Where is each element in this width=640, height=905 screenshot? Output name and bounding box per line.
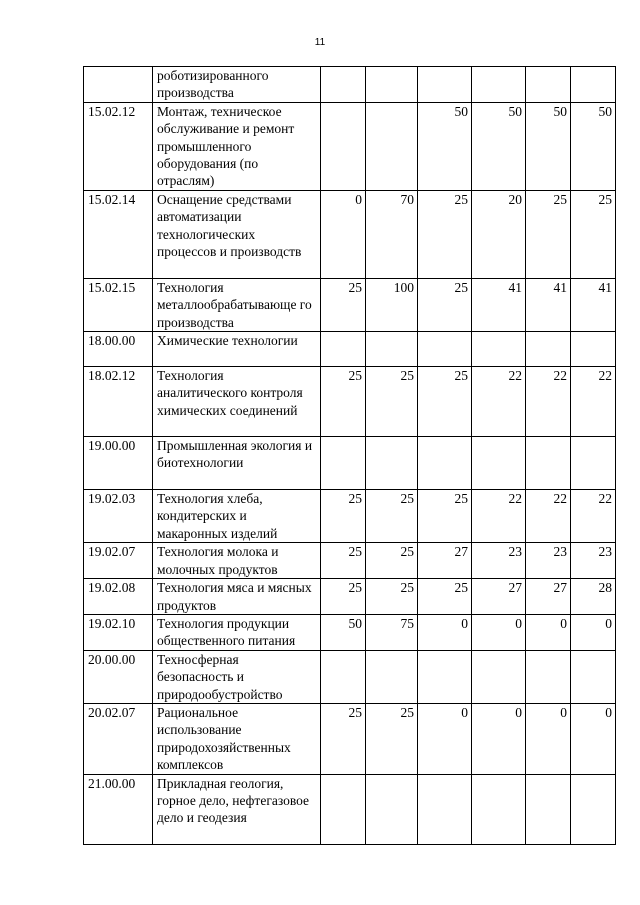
specialty-code: 19.02.08: [84, 579, 153, 615]
value-cell: 0: [526, 703, 571, 774]
table-row: [84, 543, 616, 579]
specialty-code: 18.02.12: [84, 367, 153, 437]
specialty-name: роботизированного производства: [153, 67, 321, 103]
specialty-name: Монтаж, техническое обслуживание и ремонт промышленного оборудования (по отраслям): [153, 102, 321, 190]
value-cell: 25: [571, 190, 616, 278]
table-row: [84, 190, 616, 278]
value-cell: 27: [418, 543, 472, 579]
value-cell: 41: [472, 278, 526, 331]
table-row: [84, 614, 616, 650]
table-row: [84, 774, 616, 844]
specialty-name: Рациональное использование природохозяйственных комплексов: [153, 703, 321, 774]
value-cell: [418, 332, 472, 367]
value-cell: [366, 332, 418, 367]
value-cell: [571, 437, 616, 490]
value-cell: 23: [472, 543, 526, 579]
value-cell: [472, 774, 526, 844]
value-cell: 0: [418, 703, 472, 774]
specialty-code: 20.02.07: [84, 703, 153, 774]
specialty-name: Прикладная геология, горное дело, нефтегазовое дело и геодезия: [153, 774, 321, 844]
specialty-code: 15.02.14: [84, 190, 153, 278]
value-cell: 22: [571, 367, 616, 437]
table-row: [84, 278, 616, 331]
specialty-code: 18.00.00: [84, 332, 153, 367]
value-cell: 22: [472, 490, 526, 543]
value-cell: 100: [366, 278, 418, 331]
specialty-code: 19.02.07: [84, 543, 153, 579]
value-cell: [366, 102, 418, 190]
value-cell: [366, 67, 418, 103]
specialty-name: Технология мяса и мясных продуктов: [153, 579, 321, 615]
specialty-code: 15.02.15: [84, 278, 153, 331]
specialty-name: Промышленная экология и биотехнологии: [153, 437, 321, 490]
value-cell: [526, 332, 571, 367]
table-row: [84, 703, 616, 774]
value-cell: [526, 774, 571, 844]
value-cell: 25: [418, 278, 472, 331]
value-cell: [418, 774, 472, 844]
specialty-name: Химические технологии: [153, 332, 321, 367]
specialty-code: [84, 67, 153, 103]
value-cell: [418, 67, 472, 103]
value-cell: 50: [321, 614, 366, 650]
value-cell: [526, 650, 571, 703]
table-body: [84, 67, 616, 845]
value-cell: 25: [366, 543, 418, 579]
specialty-name: Технология продукции общественного питания: [153, 614, 321, 650]
value-cell: 27: [526, 579, 571, 615]
value-cell: 25: [366, 703, 418, 774]
value-cell: 0: [526, 614, 571, 650]
value-cell: [366, 774, 418, 844]
value-cell: 0: [571, 703, 616, 774]
value-cell: [321, 102, 366, 190]
value-cell: 28: [571, 579, 616, 615]
value-cell: 75: [366, 614, 418, 650]
value-cell: 25: [321, 579, 366, 615]
value-cell: [472, 650, 526, 703]
value-cell: [418, 650, 472, 703]
value-cell: 25: [366, 579, 418, 615]
value-cell: 25: [526, 190, 571, 278]
specialty-code: 21.00.00: [84, 774, 153, 844]
value-cell: 50: [472, 102, 526, 190]
value-cell: 50: [526, 102, 571, 190]
value-cell: 22: [472, 367, 526, 437]
specialty-name: Оснащение средствами автоматизации технологических процессов и производств: [153, 190, 321, 278]
value-cell: 0: [571, 614, 616, 650]
value-cell: [571, 650, 616, 703]
specialty-name: Техносферная безопасность и природообустройство: [153, 650, 321, 703]
value-cell: 25: [321, 543, 366, 579]
value-cell: 25: [418, 579, 472, 615]
value-cell: 25: [366, 367, 418, 437]
table-row: [84, 437, 616, 490]
value-cell: [366, 437, 418, 490]
table-row: [84, 579, 616, 615]
specialty-code: 20.00.00: [84, 650, 153, 703]
value-cell: 22: [526, 490, 571, 543]
specialty-name: Технология хлеба, кондитерских и макаронных изделий: [153, 490, 321, 543]
value-cell: 25: [321, 278, 366, 331]
specialties-table: [83, 66, 616, 845]
value-cell: 41: [571, 278, 616, 331]
value-cell: 23: [571, 543, 616, 579]
specialty-code: 19.02.03: [84, 490, 153, 543]
value-cell: 70: [366, 190, 418, 278]
specialty-code: 15.02.12: [84, 102, 153, 190]
value-cell: 50: [571, 102, 616, 190]
value-cell: [321, 332, 366, 367]
value-cell: [321, 774, 366, 844]
value-cell: [571, 774, 616, 844]
specialty-name: Технология молока и молочных продуктов: [153, 543, 321, 579]
value-cell: 0: [472, 703, 526, 774]
value-cell: [418, 437, 472, 490]
specialty-code: 19.02.10: [84, 614, 153, 650]
value-cell: 25: [321, 703, 366, 774]
value-cell: [321, 650, 366, 703]
page-number: 11: [314, 37, 326, 48]
specialty-code: 19.00.00: [84, 437, 153, 490]
value-cell: [472, 332, 526, 367]
value-cell: 50: [418, 102, 472, 190]
value-cell: 0: [321, 190, 366, 278]
value-cell: [321, 437, 366, 490]
table-row: [84, 332, 616, 367]
value-cell: [366, 650, 418, 703]
value-cell: [571, 67, 616, 103]
value-cell: 41: [526, 278, 571, 331]
value-cell: 23: [526, 543, 571, 579]
table-row: [84, 367, 616, 437]
value-cell: 25: [366, 490, 418, 543]
value-cell: [321, 67, 366, 103]
value-cell: 25: [418, 190, 472, 278]
value-cell: 0: [472, 614, 526, 650]
value-cell: [472, 67, 526, 103]
value-cell: 22: [526, 367, 571, 437]
value-cell: 25: [418, 367, 472, 437]
value-cell: 25: [321, 367, 366, 437]
value-cell: [526, 67, 571, 103]
value-cell: 22: [571, 490, 616, 543]
value-cell: 27: [472, 579, 526, 615]
value-cell: 20: [472, 190, 526, 278]
specialty-name: Технология аналитического контроля химических соединений: [153, 367, 321, 437]
value-cell: [526, 437, 571, 490]
table-row: [84, 102, 616, 190]
value-cell: 25: [418, 490, 472, 543]
table-row: [84, 490, 616, 543]
value-cell: 0: [418, 614, 472, 650]
specialty-name: Технология металлообрабатывающе го производства: [153, 278, 321, 331]
value-cell: [472, 437, 526, 490]
value-cell: 25: [321, 490, 366, 543]
table-row: [84, 67, 616, 103]
table-row: [84, 650, 616, 703]
value-cell: [571, 332, 616, 367]
